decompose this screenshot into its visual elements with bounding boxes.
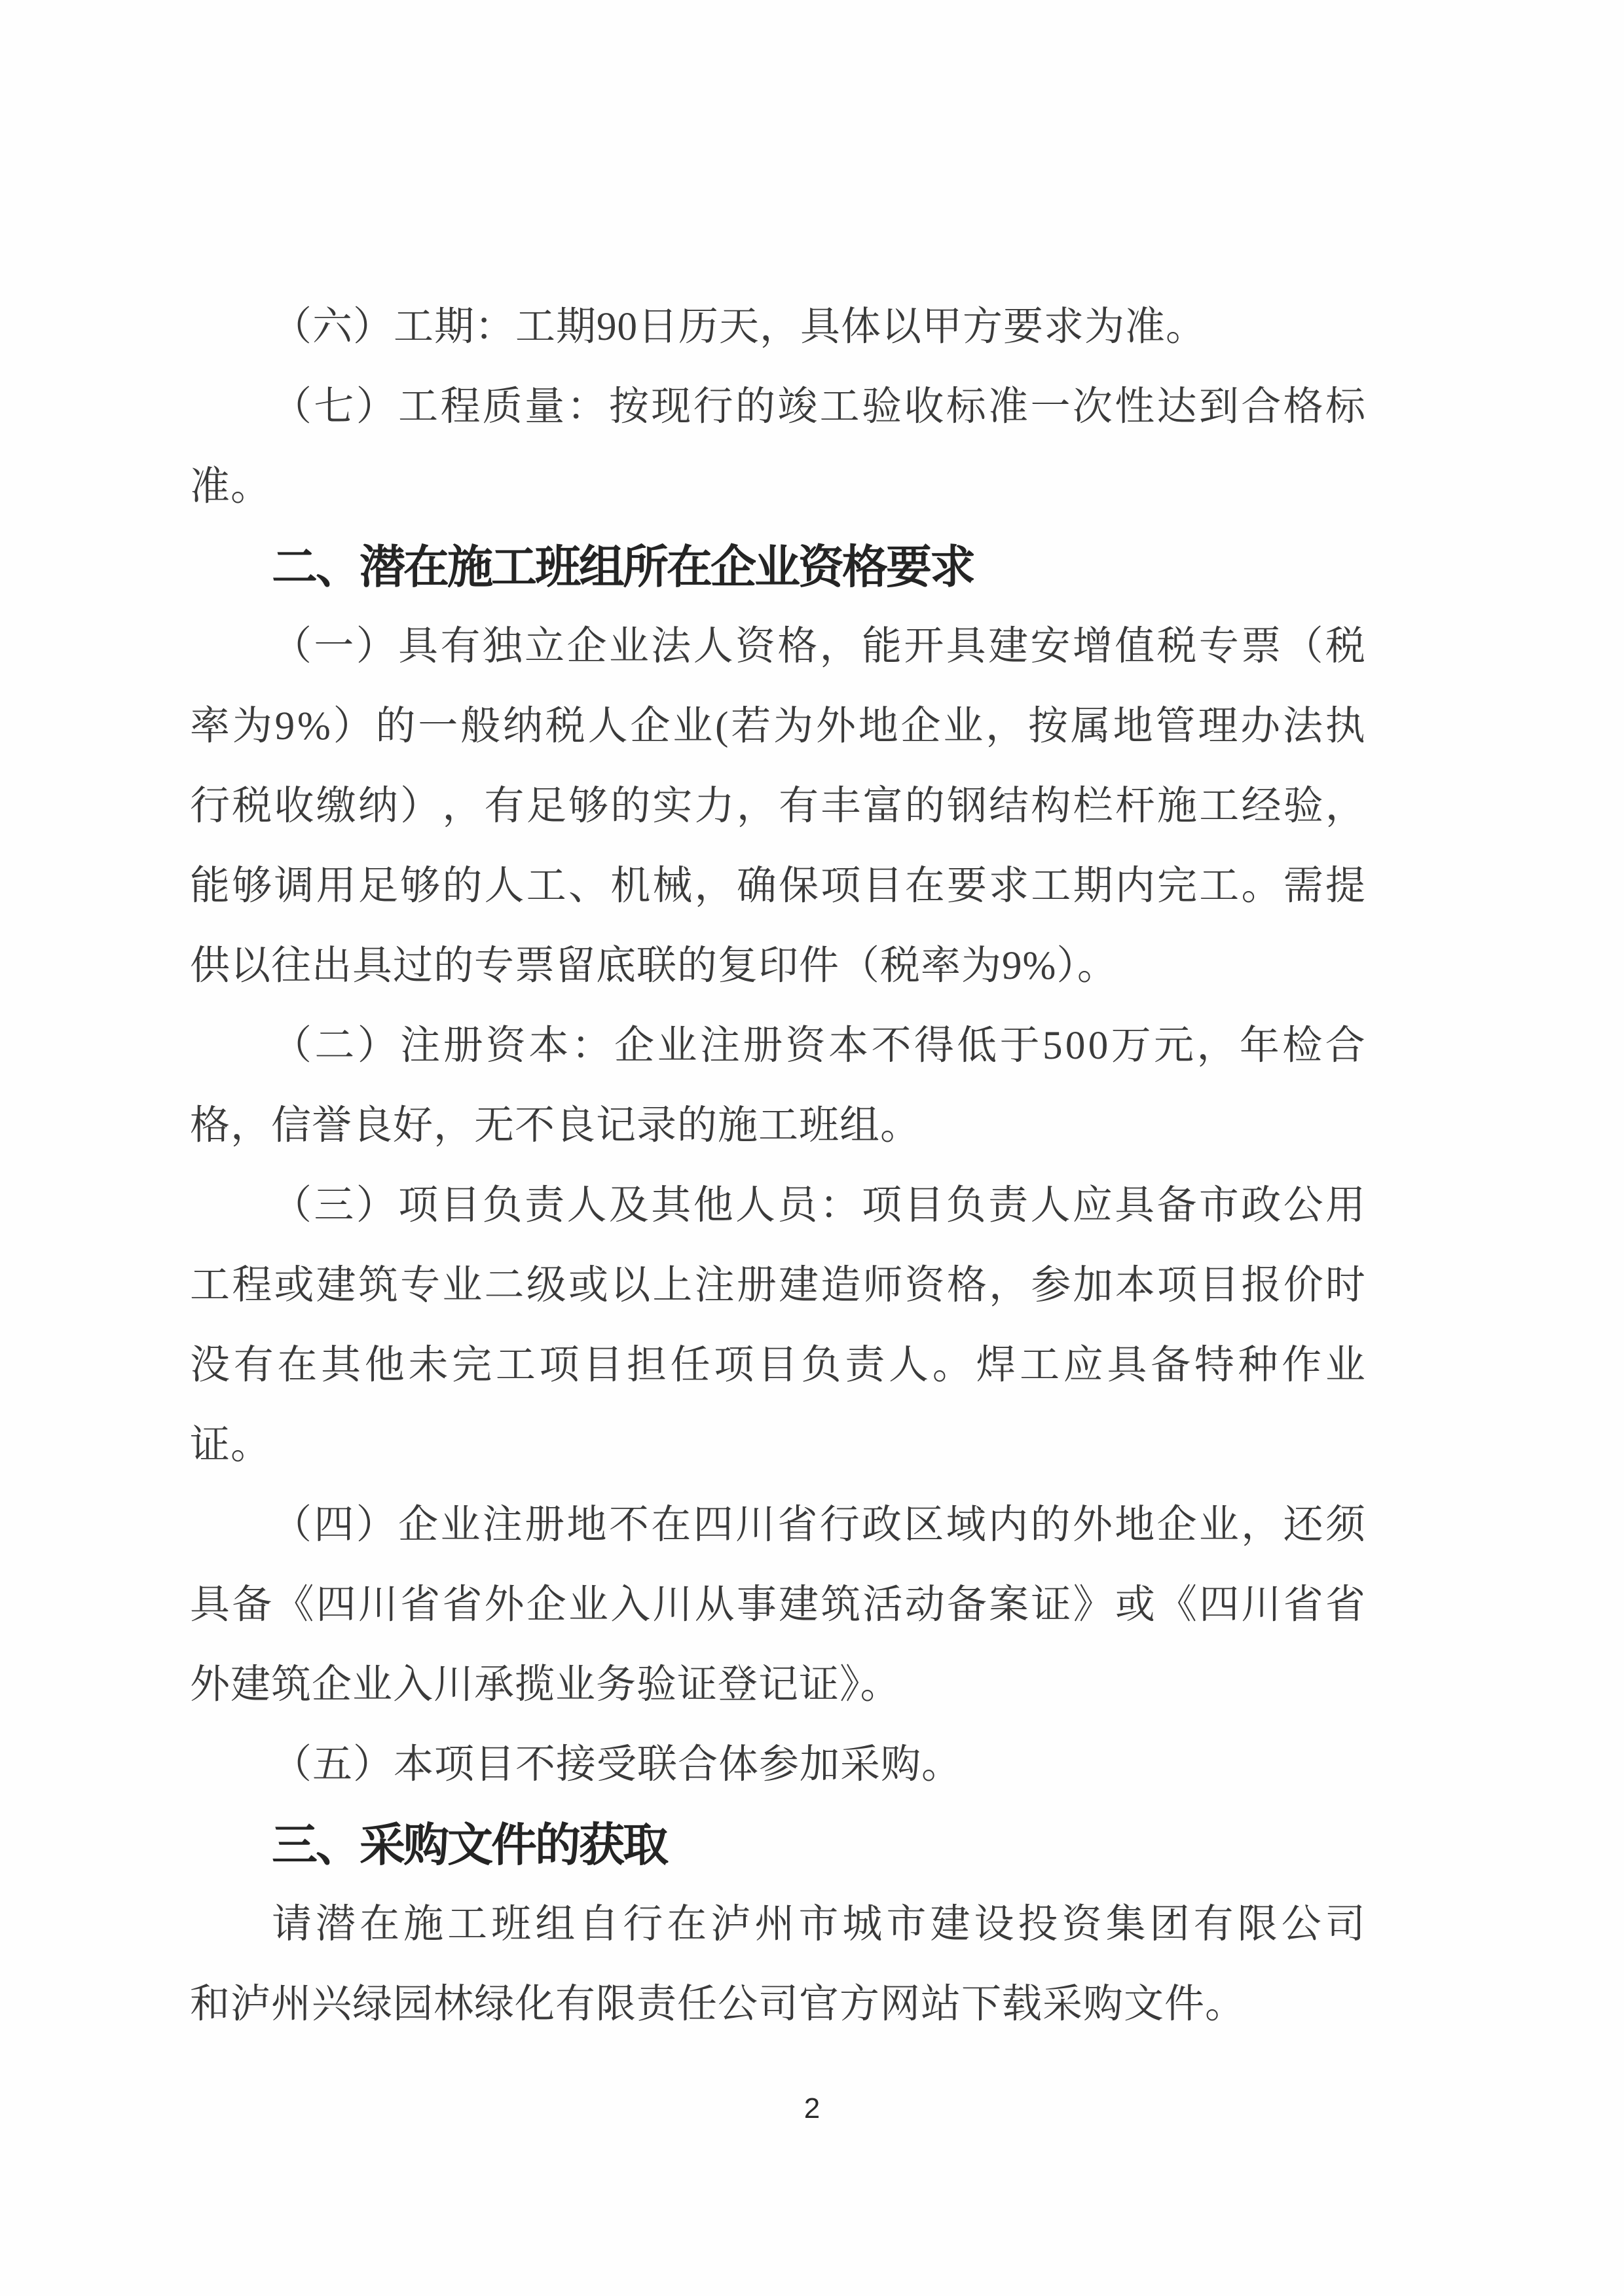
text-line: （ 三 ） 项 目 负 责 人 及 其 他 人 员 ： 项 目 负 责 人 应 具 备 市 政 公 用 — [272, 1184, 1365, 1228]
text-line: 没 有 在 其 他 未 完 工 项 目 担 任 项 目 负 责 人 。 焊 工 应 具 备 特 种 作 业 — [190, 1343, 1365, 1387]
text-line: 供以往出具过的专票留底联的复印件（税率为9%）。 — [190, 944, 1118, 988]
text-line: 行 税 收 缴 纳 ） ， 有 足 够 的 实 力 ， 有 丰 富 的 钢 结 构 栏 杆 施 工 经 验 ， — [190, 784, 1365, 828]
text-line: 率 为 9 % ） 的 一 般 纳 税 人 企 业 ( 若 为 外 地 企 业 ， 按 属 地 管 理 办 法 执 — [190, 704, 1365, 748]
text-line: 请 潜 在 施 工 班 组 自 行 在 泸 州 市 城 市 建 设 投 资 集 团 有 限 公 司 — [272, 1903, 1365, 1946]
text-line: 格，信誉良好，无不良记录的施工班组。 — [190, 1104, 921, 1148]
text-line: 工 程 或 建 筑 专 业 二 级 或 以 上 注 册 建 造 师 资 格 ， 参 加 本 项 目 报 价 时 — [190, 1264, 1365, 1307]
text-line: 和泸州兴绿园林绿化有限责任公司官方网站下载采购文件。 — [190, 1982, 1246, 2026]
text-line: （ 四 ） 企 业 注 册 地 不 在 四 川 省 行 政 区 域 内 的 外 地 企 业 ， 还 须 — [272, 1503, 1365, 1547]
text-line: 具 备 《 四 川 省 省 外 企 业 入 川 从 事 建 筑 活 动 备 案 证 》 或 《 四 川 省 省 — [190, 1583, 1365, 1627]
page-number: 2 — [803, 2092, 821, 2124]
text-line: （ 二 ） 注 册 资 本 ： 企 业 注 册 资 本 不 得 低 于 5 0 0 万 元 ， 年 检 合 — [272, 1024, 1365, 1068]
text-line: 能 够 调 用 足 够 的 人 工 、 机 械 ， 确 保 项 目 在 要 求 工 期 内 完 工 。 需 提 — [190, 864, 1365, 908]
text-line: （六）工期：工期90日历天，具体以甲方要求为准。 — [272, 305, 1207, 349]
section-heading: 二、潜在施工班组所在企业资格要求 — [272, 541, 974, 592]
section-heading: 三、采购文件的获取 — [272, 1819, 667, 1870]
text-line: （ 一 ） 具 有 独 立 企 业 法 人 资 格 ， 能 开 具 建 安 增 值 税 专 票 （ 税 — [272, 625, 1365, 668]
text-line: 证。 — [190, 1423, 272, 1467]
text-line: 外建筑企业入川承揽业务验证登记证》。 — [190, 1663, 901, 1707]
text-line: （ 七 ） 工 程 质 量 ： 按 现 行 的 竣 工 验 收 标 准 一 次 性 达 到 合 格 标 — [272, 385, 1365, 429]
document-text-block — [190, 287, 1365, 2045]
text-line: 准。 — [190, 465, 272, 509]
text-line: （五）本项目不接受联合体参加采购。 — [272, 1743, 963, 1787]
